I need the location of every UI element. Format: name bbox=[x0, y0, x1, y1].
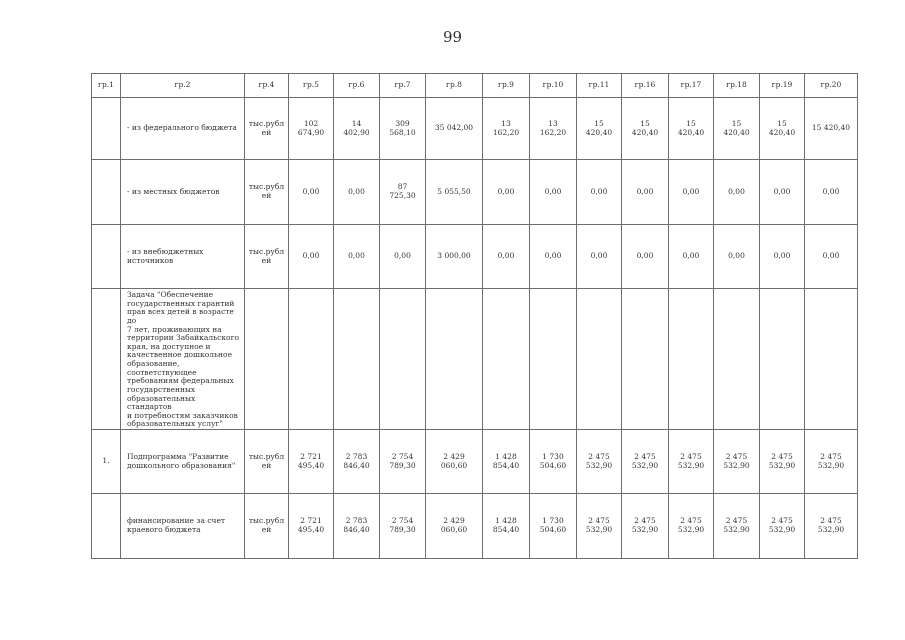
budget-table bbox=[91, 73, 858, 559]
value-cell: 0,00 bbox=[289, 160, 334, 225]
row-name-cell: финансирование за счет краевого бюджета bbox=[121, 494, 245, 559]
value-cell bbox=[426, 289, 483, 430]
value-cell: 0,00 bbox=[622, 160, 669, 225]
value-cell: 2 475 532,90 bbox=[622, 430, 669, 494]
value-cell: 2 475 532,90 bbox=[760, 494, 805, 559]
value-cell: 102 674,90 bbox=[289, 98, 334, 160]
value-cell: 0,00 bbox=[622, 225, 669, 289]
value-cell: 0,00 bbox=[669, 160, 714, 225]
value-cell: 309 568,10 bbox=[380, 98, 426, 160]
value-cell: 2 754 789,30 bbox=[380, 494, 426, 559]
table-row bbox=[92, 225, 858, 289]
column-header: гр.5 bbox=[289, 74, 334, 98]
value-cell: 87 725,30 bbox=[380, 160, 426, 225]
value-cell: 1 428 854,40 bbox=[483, 494, 530, 559]
value-cell: 2 783 846,40 bbox=[334, 494, 380, 559]
row-name-cell: - из федерального бюджета bbox=[121, 98, 245, 160]
table-row bbox=[92, 494, 858, 559]
row-number-cell bbox=[92, 160, 121, 225]
column-header: гр.10 bbox=[530, 74, 577, 98]
value-cell: 15 420,40 bbox=[805, 98, 858, 160]
value-cell bbox=[530, 289, 577, 430]
column-header: гр.8 bbox=[426, 74, 483, 98]
value-cell: 5 055,50 bbox=[426, 160, 483, 225]
value-cell: 2 475 532,90 bbox=[669, 430, 714, 494]
column-header: гр.2 bbox=[121, 74, 245, 98]
value-cell bbox=[622, 289, 669, 430]
value-cell: 15 420,40 bbox=[714, 98, 760, 160]
value-cell: 0,00 bbox=[805, 160, 858, 225]
unit-cell: тыс.рубл ей bbox=[245, 98, 289, 160]
row-number-cell bbox=[92, 289, 121, 430]
unit-cell bbox=[245, 289, 289, 430]
value-cell: 1 730 504,60 bbox=[530, 430, 577, 494]
column-header: гр.9 bbox=[483, 74, 530, 98]
value-cell bbox=[714, 289, 760, 430]
row-number-cell: 1. bbox=[92, 430, 121, 494]
row-name-cell: Задача "Обеспечение государственных гарантий прав всех детей в возрасте до 7 лет, проживающих на территории Забайкальского края, на доступное и качественное дошкольное образование, соответствующее требованиям федеральных государственных образовательных стандартов и потребностям заказчиков образовательных услуг" bbox=[121, 289, 245, 430]
value-cell bbox=[577, 289, 622, 430]
value-cell: 15 420,40 bbox=[669, 98, 714, 160]
column-header: гр.7 bbox=[380, 74, 426, 98]
value-cell: 2 475 532,90 bbox=[714, 430, 760, 494]
value-cell: 2 721 495,40 bbox=[289, 494, 334, 559]
value-cell: 2 475 532,90 bbox=[714, 494, 760, 559]
page-number: 99 bbox=[442, 28, 463, 46]
value-cell: 15 420,40 bbox=[577, 98, 622, 160]
value-cell: 2 475 532,90 bbox=[577, 430, 622, 494]
value-cell bbox=[760, 289, 805, 430]
value-cell: 0,00 bbox=[714, 225, 760, 289]
value-cell: 2 475 532,90 bbox=[577, 494, 622, 559]
value-cell: 2 475 532,90 bbox=[622, 494, 669, 559]
row-name-cell: - из внебюджетных источников bbox=[121, 225, 245, 289]
value-cell: 0,00 bbox=[483, 225, 530, 289]
column-header: гр.19 bbox=[760, 74, 805, 98]
column-header: гр.17 bbox=[669, 74, 714, 98]
value-cell bbox=[805, 289, 858, 430]
column-header: гр.6 bbox=[334, 74, 380, 98]
value-cell bbox=[380, 289, 426, 430]
value-cell: 35 042,00 bbox=[426, 98, 483, 160]
value-cell: 0,00 bbox=[530, 225, 577, 289]
value-cell: 2 754 789,30 bbox=[380, 430, 426, 494]
header-row bbox=[92, 74, 858, 98]
row-number-cell bbox=[92, 494, 121, 559]
value-cell: 0,00 bbox=[483, 160, 530, 225]
value-cell: 1 730 504,60 bbox=[530, 494, 577, 559]
value-cell: 3 000,00 bbox=[426, 225, 483, 289]
value-cell: 2 475 532,90 bbox=[760, 430, 805, 494]
value-cell: 2 429 060,60 bbox=[426, 430, 483, 494]
column-header: гр.1 bbox=[92, 74, 121, 98]
table-row bbox=[92, 289, 858, 430]
value-cell: 0,00 bbox=[714, 160, 760, 225]
value-cell: 0,00 bbox=[334, 160, 380, 225]
value-cell bbox=[483, 289, 530, 430]
value-cell: 1 428 854,40 bbox=[483, 430, 530, 494]
column-header: гр.4 bbox=[245, 74, 289, 98]
unit-cell: тыс.рубл ей bbox=[245, 225, 289, 289]
value-cell: 15 420,40 bbox=[622, 98, 669, 160]
column-header: гр.18 bbox=[714, 74, 760, 98]
value-cell: 2 475 532,90 bbox=[669, 494, 714, 559]
row-name-cell: Подпрограмма "Развитие дошкольного образования" bbox=[121, 430, 245, 494]
column-header: гр.16 bbox=[622, 74, 669, 98]
value-cell: 0,00 bbox=[577, 225, 622, 289]
value-cell: 0,00 bbox=[289, 225, 334, 289]
value-cell: 0,00 bbox=[760, 160, 805, 225]
table-row bbox=[92, 430, 858, 494]
unit-cell: тыс.рубл ей bbox=[245, 160, 289, 225]
value-cell bbox=[334, 289, 380, 430]
row-name-cell: - из местных бюджетов bbox=[121, 160, 245, 225]
table-row bbox=[92, 160, 858, 225]
value-cell: 0,00 bbox=[805, 225, 858, 289]
value-cell: 0,00 bbox=[380, 225, 426, 289]
value-cell: 0,00 bbox=[669, 225, 714, 289]
value-cell: 13 162,20 bbox=[530, 98, 577, 160]
value-cell: 2 475 532,90 bbox=[805, 430, 858, 494]
row-number-cell bbox=[92, 98, 121, 160]
value-cell: 2 475 532,90 bbox=[805, 494, 858, 559]
row-number-cell bbox=[92, 225, 121, 289]
value-cell: 13 162,20 bbox=[483, 98, 530, 160]
value-cell: 0,00 bbox=[530, 160, 577, 225]
column-header: гр.11 bbox=[577, 74, 622, 98]
value-cell bbox=[669, 289, 714, 430]
value-cell bbox=[289, 289, 334, 430]
value-cell: 0,00 bbox=[334, 225, 380, 289]
value-cell: 0,00 bbox=[760, 225, 805, 289]
value-cell: 2 429 060,60 bbox=[426, 494, 483, 559]
unit-cell: тыс.рубл ей bbox=[245, 494, 289, 559]
value-cell: 15 420,40 bbox=[760, 98, 805, 160]
value-cell: 0,00 bbox=[577, 160, 622, 225]
unit-cell: тыс.рубл ей bbox=[245, 430, 289, 494]
value-cell: 14 402,90 bbox=[334, 98, 380, 160]
column-header: гр.20 bbox=[805, 74, 858, 98]
table-row bbox=[92, 98, 858, 160]
value-cell: 2 783 846,40 bbox=[334, 430, 380, 494]
value-cell: 2 721 495,40 bbox=[289, 430, 334, 494]
